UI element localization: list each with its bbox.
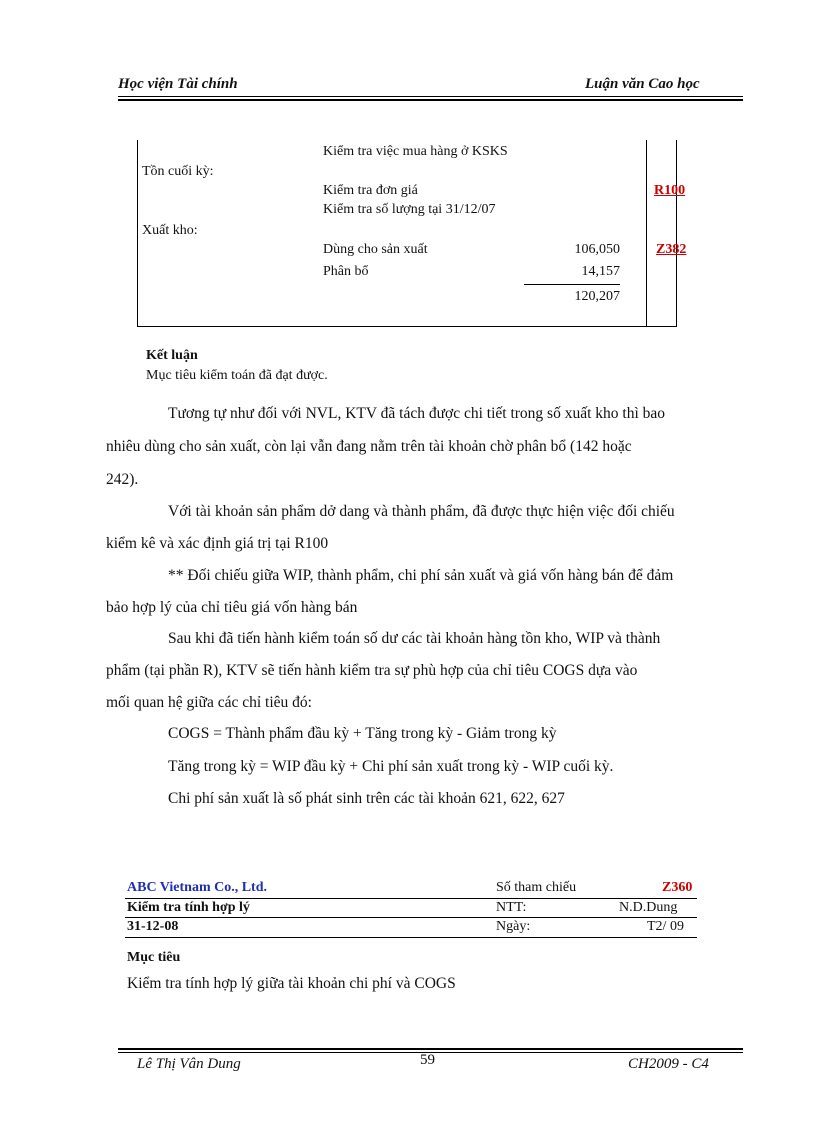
paragraph-4-line-2: phẩm (tại phần R), KTV sẽ tiến hành kiểm tra sự phù hợp của chỉ tiêu COGS dựa vào [106, 662, 638, 679]
wp-ref-code: Z360 [662, 880, 693, 895]
total-value: 120,207 [574, 289, 620, 304]
purchase-check-line: Kiểm tra việc mua hàng ở KSKS [323, 144, 508, 159]
issue-label: Xuất kho: [142, 223, 198, 238]
header-thesis-type: Luận văn Cao học [585, 76, 700, 92]
wp-date: 31-12-08 [127, 919, 179, 934]
paragraph-2-line-1: Với tài khoản sản phẩm dở dang và thành phẩm, đã được thực hiện việc đối chiếu [168, 503, 675, 520]
footer-page-number: 59 [420, 1052, 435, 1068]
paragraph-2-line-2: kiểm kê và xác định giá trị tại R100 [106, 535, 329, 552]
wp-objective-title: Mục tiêu [127, 950, 181, 965]
production-label: Dùng cho sản xuất [323, 242, 428, 257]
wp-rule-3 [125, 937, 697, 938]
paragraph-3-line-1: ** Đối chiếu giữa WIP, thành phẩm, chi phí sản xuất và giá vốn hàng bán để đảm [168, 567, 674, 584]
allocation-label: Phân bổ [323, 264, 369, 279]
production-value: 106,050 [574, 242, 620, 257]
check-quantity-line: Kiểm tra số lượng tại 31/12/07 [323, 202, 496, 217]
ref-z382: Z382 [656, 242, 687, 257]
wp-ntt-value: N.D.Dung [619, 900, 678, 915]
wp-rule-2 [125, 917, 697, 918]
wp-date-value: T2/ 09 [647, 919, 684, 934]
footer-author: Lê Thị Vân Dung [137, 1056, 241, 1072]
wp-date-label: Ngày: [496, 919, 531, 934]
footer-code: CH2009 - C4 [628, 1056, 709, 1072]
paragraph-3-line-2: bảo hợp lý của chỉ tiêu giá vốn hàng bán [106, 599, 358, 616]
formula-increase: Tăng trong kỳ = WIP đầu kỳ + Chi phí sản xuất trong kỳ - WIP cuối kỳ. [168, 758, 614, 775]
header-rule-thin [118, 96, 743, 97]
ending-balance-label: Tồn cuối kỳ: [142, 164, 214, 179]
footer-rule-thick [118, 1048, 743, 1050]
paragraph-4-line-1: Sau khi đã tiến hành kiểm toán số dư các tài khoản hàng tồn kho, WIP và thành [168, 630, 661, 647]
wp-company: ABC Vietnam Co., Ltd. [127, 880, 268, 895]
allocation-value: 14,157 [581, 264, 620, 279]
header-rule-thick [118, 99, 743, 101]
paragraph-1-line-3: 242). [106, 471, 139, 488]
sum-rule [524, 284, 620, 285]
paragraph-1-line-1: Tương tự như đối với NVL, KTV đã tách được chi tiết trong số xuất kho thì bao [168, 405, 665, 422]
ref-r100: R100 [654, 183, 686, 198]
formula-cogs: COGS = Thành phẩm đầu kỳ + Tăng trong kỳ - Giảm trong kỳ [168, 725, 557, 742]
wp-ntt-label: NTT: [496, 900, 527, 915]
check-price-line: Kiểm tra đơn giá [323, 183, 418, 198]
conclusion-title: Kết luận [146, 348, 198, 363]
wp-ref-label: Số tham chiếu [496, 880, 577, 895]
paragraph-4-line-3: mối quan hệ giữa các chỉ tiêu đó: [106, 694, 312, 711]
wp-objective-text: Kiểm tra tính hợp lý giữa tài khoản chi phí và COGS [127, 975, 456, 992]
wp-subject: Kiểm tra tính hợp lý [127, 900, 250, 915]
paragraph-1-line-2: nhiêu dùng cho sản xuất, còn lại vẫn đang nằm trên tài khoản chờ phân bổ (142 hoặc [106, 438, 632, 455]
conclusion-text: Mục tiêu kiểm toán đã đạt được. [146, 368, 328, 383]
header-institution: Học viện Tài chính [118, 76, 238, 92]
formula-production-cost: Chi phí sản xuất là số phát sinh trên các tài khoản 621, 622, 627 [168, 790, 565, 807]
wp-rule-1 [125, 898, 697, 899]
working-box-divider [646, 140, 647, 326]
